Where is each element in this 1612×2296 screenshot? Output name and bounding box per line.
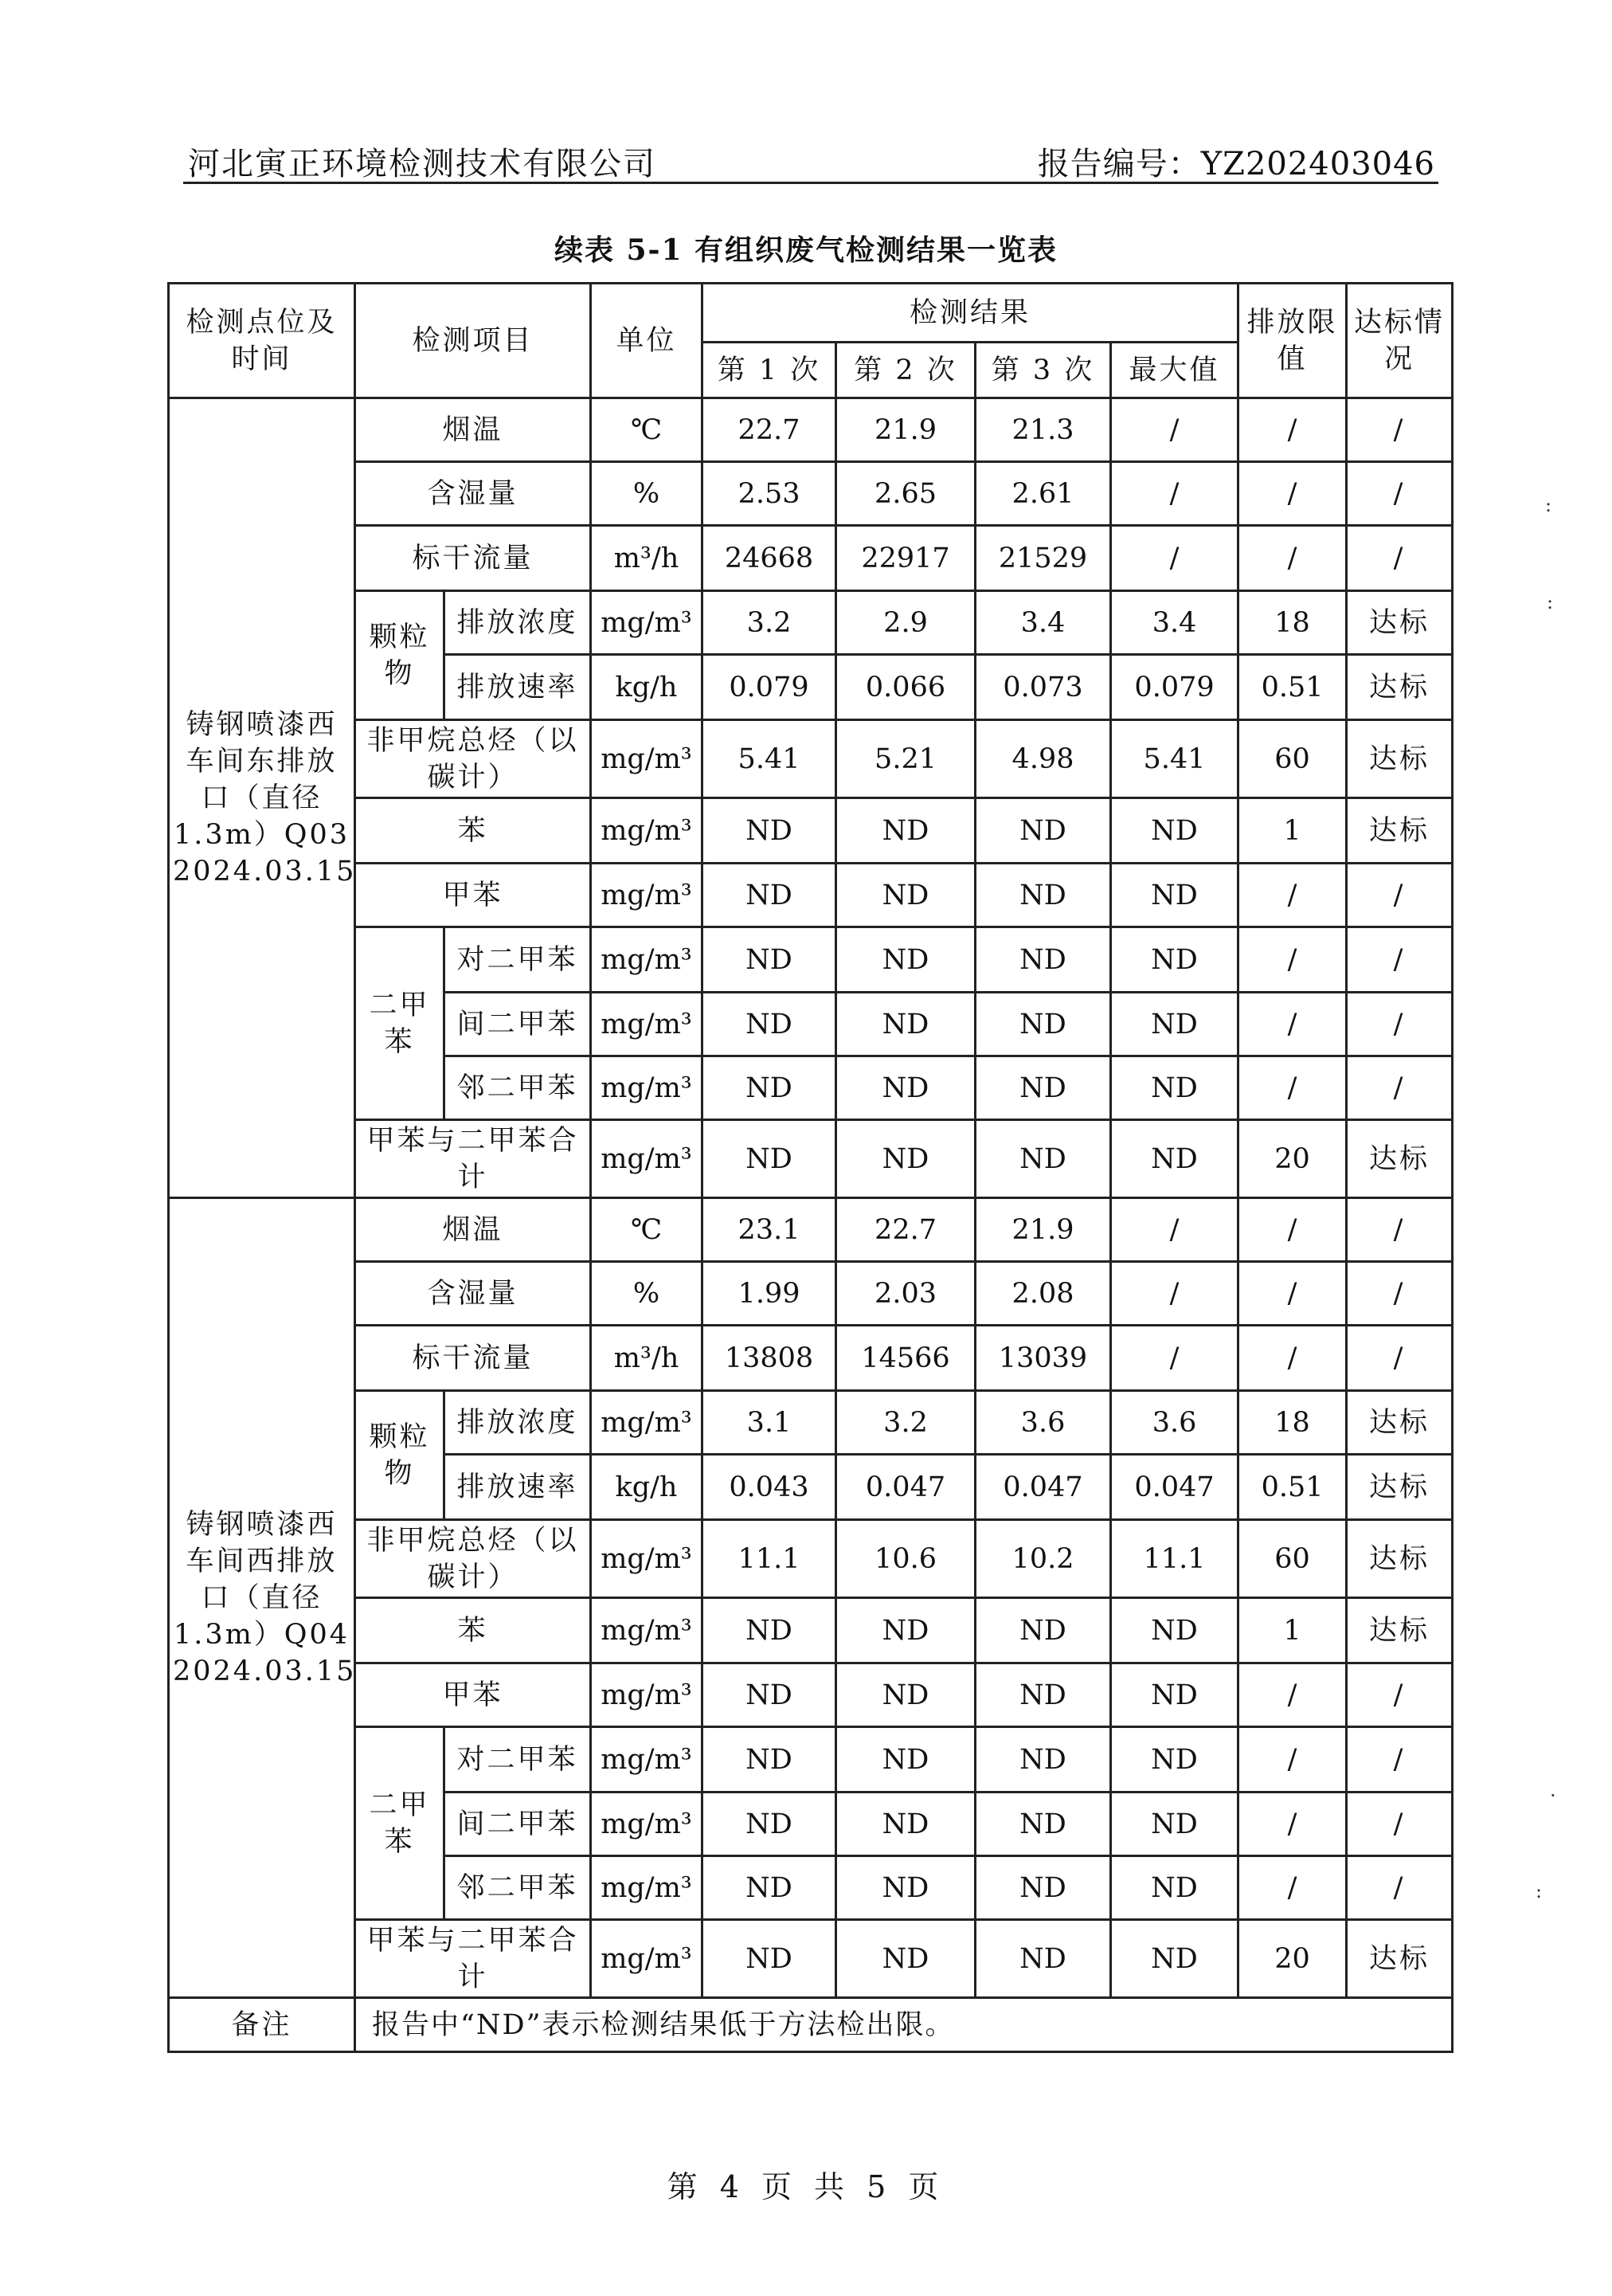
run-1-cell: 0.043 bbox=[702, 1455, 836, 1520]
item-cell: 非甲烷总烃（以碳计） bbox=[355, 1520, 591, 1598]
item-cell: 甲苯 bbox=[355, 864, 591, 927]
run-1-cell: ND bbox=[702, 993, 836, 1056]
run-1-cell: ND bbox=[702, 1598, 836, 1663]
scan-mark: : bbox=[1536, 1880, 1543, 1902]
report-number: 报告编号：YZ202403046 bbox=[1037, 146, 1435, 182]
limit-cell: / bbox=[1238, 526, 1347, 591]
run-2-cell: ND bbox=[836, 1920, 976, 1998]
unit-cell: mg/m³ bbox=[591, 1663, 702, 1727]
limit-cell: / bbox=[1238, 1198, 1347, 1262]
max-cell: / bbox=[1111, 1262, 1238, 1326]
run-3-cell: 3.4 bbox=[976, 591, 1111, 655]
run-2-cell: 5.21 bbox=[836, 720, 976, 798]
run-1-cell: 1.99 bbox=[702, 1262, 836, 1326]
location-cell: 铸钢喷漆西车间西排放口（直径1.3m）Q04 2024.03.15 bbox=[169, 1198, 355, 1998]
unit-cell: m³/h bbox=[591, 526, 702, 591]
run-2-cell: 0.047 bbox=[836, 1455, 976, 1520]
particle-group-label: 颗粒物 bbox=[355, 1391, 444, 1520]
table-row bbox=[169, 1326, 1453, 1391]
item-cell: 烟温 bbox=[355, 398, 591, 462]
unit-cell: % bbox=[591, 462, 702, 526]
unit-cell: mg/m³ bbox=[591, 591, 702, 655]
unit-cell: ℃ bbox=[591, 1198, 702, 1262]
max-cell: 0.079 bbox=[1111, 655, 1238, 720]
status-cell: / bbox=[1347, 1793, 1453, 1856]
note-label: 备注 bbox=[169, 1998, 355, 2052]
item-cell: 烟温 bbox=[355, 1198, 591, 1262]
max-cell: ND bbox=[1111, 1598, 1238, 1663]
run-1-cell: ND bbox=[702, 1793, 836, 1856]
table-row bbox=[169, 526, 1453, 591]
table-row bbox=[169, 1520, 1453, 1598]
item-cell: 甲苯与二甲苯合计 bbox=[355, 1120, 591, 1198]
run-2-cell: ND bbox=[836, 1598, 976, 1663]
header-run-1: 第 1 次 bbox=[702, 343, 836, 398]
limit-cell: 1 bbox=[1238, 798, 1347, 864]
limit-cell: / bbox=[1238, 1326, 1347, 1391]
unit-cell: mg/m³ bbox=[591, 1793, 702, 1856]
unit-cell: mg/m³ bbox=[591, 1391, 702, 1455]
limit-cell: / bbox=[1238, 1056, 1347, 1120]
limit-cell: 60 bbox=[1238, 1520, 1347, 1598]
limit-cell: / bbox=[1238, 864, 1347, 927]
status-cell: 达标 bbox=[1347, 798, 1453, 864]
max-cell: 5.41 bbox=[1111, 720, 1238, 798]
max-cell: / bbox=[1111, 526, 1238, 591]
item-cell: 排放速率 bbox=[444, 1455, 591, 1520]
header-unit: 单位 bbox=[591, 284, 702, 398]
item-cell: 苯 bbox=[355, 798, 591, 864]
status-cell: / bbox=[1347, 1856, 1453, 1920]
max-cell: ND bbox=[1111, 1056, 1238, 1120]
run-3-cell: 0.047 bbox=[976, 1455, 1111, 1520]
limit-cell: / bbox=[1238, 1793, 1347, 1856]
header-rule bbox=[183, 182, 1438, 184]
table-row bbox=[169, 1120, 1453, 1198]
limit-cell: 1 bbox=[1238, 1598, 1347, 1663]
status-cell: 达标 bbox=[1347, 591, 1453, 655]
status-cell: / bbox=[1347, 462, 1453, 526]
status-cell: 达标 bbox=[1347, 1920, 1453, 1998]
item-cell: 排放浓度 bbox=[444, 1391, 591, 1455]
limit-cell: 0.51 bbox=[1238, 1455, 1347, 1520]
run-1-cell: ND bbox=[702, 798, 836, 864]
run-2-cell: ND bbox=[836, 1856, 976, 1920]
results-table bbox=[167, 282, 1454, 2053]
table-title: 续表 5-1 有组织废气检测结果一览表 bbox=[554, 233, 1058, 267]
run-1-cell: 5.41 bbox=[702, 720, 836, 798]
run-3-cell: ND bbox=[976, 1727, 1111, 1793]
run-3-cell: ND bbox=[976, 1120, 1111, 1198]
run-3-cell: 10.2 bbox=[976, 1520, 1111, 1598]
run-3-cell: ND bbox=[976, 993, 1111, 1056]
run-2-cell: 14566 bbox=[836, 1326, 976, 1391]
max-cell: ND bbox=[1111, 1120, 1238, 1198]
max-cell: 3.4 bbox=[1111, 591, 1238, 655]
max-cell: ND bbox=[1111, 1920, 1238, 1998]
max-cell: 3.6 bbox=[1111, 1391, 1238, 1455]
unit-cell: kg/h bbox=[591, 655, 702, 720]
run-2-cell: 2.03 bbox=[836, 1262, 976, 1326]
run-2-cell: ND bbox=[836, 1663, 976, 1727]
status-cell: / bbox=[1347, 1727, 1453, 1793]
company-name: 河北寅正环境检测技术有限公司 bbox=[188, 146, 656, 182]
limit-cell: 20 bbox=[1238, 1920, 1347, 1998]
run-1-cell: 3.1 bbox=[702, 1391, 836, 1455]
run-1-cell: ND bbox=[702, 927, 836, 993]
scan-mark: · bbox=[1550, 1785, 1556, 1807]
run-3-cell: ND bbox=[976, 927, 1111, 993]
run-1-cell: ND bbox=[702, 1727, 836, 1793]
table-row bbox=[169, 1262, 1453, 1326]
limit-cell: / bbox=[1238, 1727, 1347, 1793]
table-row bbox=[169, 798, 1453, 864]
run-3-cell: 0.073 bbox=[976, 655, 1111, 720]
run-2-cell: ND bbox=[836, 1727, 976, 1793]
item-cell: 间二甲苯 bbox=[444, 1793, 591, 1856]
limit-cell: / bbox=[1238, 462, 1347, 526]
unit-cell: mg/m³ bbox=[591, 993, 702, 1056]
run-1-cell: 11.1 bbox=[702, 1520, 836, 1598]
unit-cell: mg/m³ bbox=[591, 720, 702, 798]
run-1-cell: ND bbox=[702, 1856, 836, 1920]
run-2-cell: 21.9 bbox=[836, 398, 976, 462]
header-status: 达标情况 bbox=[1347, 284, 1453, 398]
table-row bbox=[169, 1198, 1453, 1262]
status-cell: / bbox=[1347, 1198, 1453, 1262]
item-cell: 甲苯 bbox=[355, 1663, 591, 1727]
table-row bbox=[169, 720, 1453, 798]
run-3-cell: 4.98 bbox=[976, 720, 1111, 798]
max-cell: / bbox=[1111, 398, 1238, 462]
status-cell: 达标 bbox=[1347, 1598, 1453, 1663]
scan-mark: : bbox=[1547, 591, 1554, 613]
item-cell: 邻二甲苯 bbox=[444, 1056, 591, 1120]
item-cell: 含湿量 bbox=[355, 1262, 591, 1326]
limit-cell: / bbox=[1238, 1663, 1347, 1727]
status-cell: 达标 bbox=[1347, 1520, 1453, 1598]
run-2-cell: ND bbox=[836, 1120, 976, 1198]
max-cell: ND bbox=[1111, 1727, 1238, 1793]
run-3-cell: 21.3 bbox=[976, 398, 1111, 462]
limit-cell: / bbox=[1238, 1856, 1347, 1920]
header-location: 检测点位及时间 bbox=[169, 284, 355, 398]
table-row bbox=[169, 864, 1453, 927]
item-cell: 对二甲苯 bbox=[444, 1727, 591, 1793]
run-3-cell: 3.6 bbox=[976, 1391, 1111, 1455]
item-cell: 甲苯与二甲苯合计 bbox=[355, 1920, 591, 1998]
item-cell: 非甲烷总烃（以碳计） bbox=[355, 720, 591, 798]
run-1-cell: 2.53 bbox=[702, 462, 836, 526]
table-row bbox=[169, 927, 1453, 993]
run-1-cell: ND bbox=[702, 864, 836, 927]
limit-cell: / bbox=[1238, 1262, 1347, 1326]
run-3-cell: ND bbox=[976, 1793, 1111, 1856]
xylene-group-label: 二甲苯 bbox=[355, 1727, 444, 1920]
run-1-cell: 13808 bbox=[702, 1326, 836, 1391]
run-1-cell: ND bbox=[702, 1056, 836, 1120]
run-3-cell: ND bbox=[976, 1920, 1111, 1998]
run-3-cell: 21.9 bbox=[976, 1198, 1111, 1262]
header-results: 检测结果 bbox=[702, 284, 1238, 343]
max-cell: / bbox=[1111, 1326, 1238, 1391]
run-3-cell: 13039 bbox=[976, 1326, 1111, 1391]
item-cell: 间二甲苯 bbox=[444, 993, 591, 1056]
unit-cell: mg/m³ bbox=[591, 1856, 702, 1920]
item-cell: 排放速率 bbox=[444, 655, 591, 720]
table-row bbox=[169, 1727, 1453, 1793]
location-cell: 铸钢喷漆西车间东排放口（直径1.3m）Q03 2024.03.15 bbox=[169, 398, 355, 1198]
run-2-cell: ND bbox=[836, 927, 976, 993]
run-3-cell: 21529 bbox=[976, 526, 1111, 591]
table-row bbox=[169, 1663, 1453, 1727]
run-3-cell: ND bbox=[976, 1056, 1111, 1120]
run-3-cell: ND bbox=[976, 864, 1111, 927]
max-cell: ND bbox=[1111, 1856, 1238, 1920]
max-cell: ND bbox=[1111, 864, 1238, 927]
run-3-cell: 2.08 bbox=[976, 1262, 1111, 1326]
run-3-cell: ND bbox=[976, 1856, 1111, 1920]
note-text: 报告中“ND”表示检测结果低于方法检出限。 bbox=[355, 1998, 1453, 2052]
item-cell: 标干流量 bbox=[355, 1326, 591, 1391]
header-max: 最大值 bbox=[1111, 343, 1238, 398]
max-cell: ND bbox=[1111, 1793, 1238, 1856]
run-2-cell: ND bbox=[836, 798, 976, 864]
table-row bbox=[169, 462, 1453, 526]
status-cell: 达标 bbox=[1347, 720, 1453, 798]
unit-cell: mg/m³ bbox=[591, 798, 702, 864]
run-2-cell: 0.066 bbox=[836, 655, 976, 720]
status-cell: 达标 bbox=[1347, 1391, 1453, 1455]
run-1-cell: 3.2 bbox=[702, 591, 836, 655]
run-2-cell: ND bbox=[836, 864, 976, 927]
unit-cell: mg/m³ bbox=[591, 1520, 702, 1598]
item-cell: 苯 bbox=[355, 1598, 591, 1663]
run-3-cell: ND bbox=[976, 1598, 1111, 1663]
run-1-cell: ND bbox=[702, 1663, 836, 1727]
particle-group-label: 颗粒物 bbox=[355, 591, 444, 720]
run-2-cell: 22.7 bbox=[836, 1198, 976, 1262]
unit-cell: mg/m³ bbox=[591, 864, 702, 927]
run-1-cell: ND bbox=[702, 1120, 836, 1198]
table-row bbox=[169, 398, 1453, 462]
item-cell: 对二甲苯 bbox=[444, 927, 591, 993]
unit-cell: mg/m³ bbox=[591, 1598, 702, 1663]
run-2-cell: 2.65 bbox=[836, 462, 976, 526]
status-cell: 达标 bbox=[1347, 655, 1453, 720]
run-2-cell: 3.2 bbox=[836, 1391, 976, 1455]
item-cell: 标干流量 bbox=[355, 526, 591, 591]
run-2-cell: ND bbox=[836, 993, 976, 1056]
status-cell: / bbox=[1347, 864, 1453, 927]
limit-cell: / bbox=[1238, 993, 1347, 1056]
unit-cell: mg/m³ bbox=[591, 1920, 702, 1998]
header-limit: 排放限值 bbox=[1238, 284, 1347, 398]
max-cell: ND bbox=[1111, 798, 1238, 864]
page-footer: 第 4 页 共 5 页 bbox=[667, 2169, 945, 2204]
table-row bbox=[169, 1598, 1453, 1663]
unit-cell: m³/h bbox=[591, 1326, 702, 1391]
table-row bbox=[169, 591, 1453, 655]
table-row bbox=[169, 1391, 1453, 1455]
run-3-cell: 2.61 bbox=[976, 462, 1111, 526]
run-1-cell: 23.1 bbox=[702, 1198, 836, 1262]
unit-cell: % bbox=[591, 1262, 702, 1326]
status-cell: / bbox=[1347, 1326, 1453, 1391]
run-3-cell: ND bbox=[976, 1663, 1111, 1727]
limit-cell: / bbox=[1238, 927, 1347, 993]
status-cell: / bbox=[1347, 927, 1453, 993]
xylene-group-label: 二甲苯 bbox=[355, 927, 444, 1120]
run-1-cell: 0.079 bbox=[702, 655, 836, 720]
limit-cell: / bbox=[1238, 398, 1347, 462]
table-row bbox=[169, 1920, 1453, 1998]
item-cell: 含湿量 bbox=[355, 462, 591, 526]
unit-cell: mg/m³ bbox=[591, 1056, 702, 1120]
max-cell: / bbox=[1111, 1198, 1238, 1262]
status-cell: / bbox=[1347, 526, 1453, 591]
page-header bbox=[188, 132, 1435, 180]
status-cell: / bbox=[1347, 993, 1453, 1056]
status-cell: 达标 bbox=[1347, 1120, 1453, 1198]
limit-cell: 0.51 bbox=[1238, 655, 1347, 720]
header-run-2: 第 2 次 bbox=[836, 343, 976, 398]
run-2-cell: 22917 bbox=[836, 526, 976, 591]
max-cell: 0.047 bbox=[1111, 1455, 1238, 1520]
item-cell: 排放浓度 bbox=[444, 591, 591, 655]
status-cell: 达标 bbox=[1347, 1455, 1453, 1520]
run-3-cell: ND bbox=[976, 798, 1111, 864]
status-cell: / bbox=[1347, 398, 1453, 462]
max-cell: ND bbox=[1111, 993, 1238, 1056]
run-2-cell: ND bbox=[836, 1793, 976, 1856]
unit-cell: kg/h bbox=[591, 1455, 702, 1520]
limit-cell: 18 bbox=[1238, 1391, 1347, 1455]
status-cell: / bbox=[1347, 1262, 1453, 1326]
max-cell: ND bbox=[1111, 927, 1238, 993]
unit-cell: mg/m³ bbox=[591, 1120, 702, 1198]
limit-cell: 60 bbox=[1238, 720, 1347, 798]
status-cell: / bbox=[1347, 1056, 1453, 1120]
status-cell: / bbox=[1347, 1663, 1453, 1727]
limit-cell: 20 bbox=[1238, 1120, 1347, 1198]
limit-cell: 18 bbox=[1238, 591, 1347, 655]
unit-cell: mg/m³ bbox=[591, 1727, 702, 1793]
run-1-cell: ND bbox=[702, 1920, 836, 1998]
max-cell: 11.1 bbox=[1111, 1520, 1238, 1598]
item-cell: 邻二甲苯 bbox=[444, 1856, 591, 1920]
run-1-cell: 22.7 bbox=[702, 398, 836, 462]
scan-mark: : bbox=[1545, 494, 1552, 516]
max-cell: / bbox=[1111, 462, 1238, 526]
run-2-cell: 2.9 bbox=[836, 591, 976, 655]
run-2-cell: ND bbox=[836, 1056, 976, 1120]
unit-cell: mg/m³ bbox=[591, 927, 702, 993]
max-cell: ND bbox=[1111, 1663, 1238, 1727]
unit-cell: ℃ bbox=[591, 398, 702, 462]
run-1-cell: 24668 bbox=[702, 526, 836, 591]
header-run-3: 第 3 次 bbox=[976, 343, 1111, 398]
header-item: 检测项目 bbox=[355, 284, 591, 398]
run-2-cell: 10.6 bbox=[836, 1520, 976, 1598]
